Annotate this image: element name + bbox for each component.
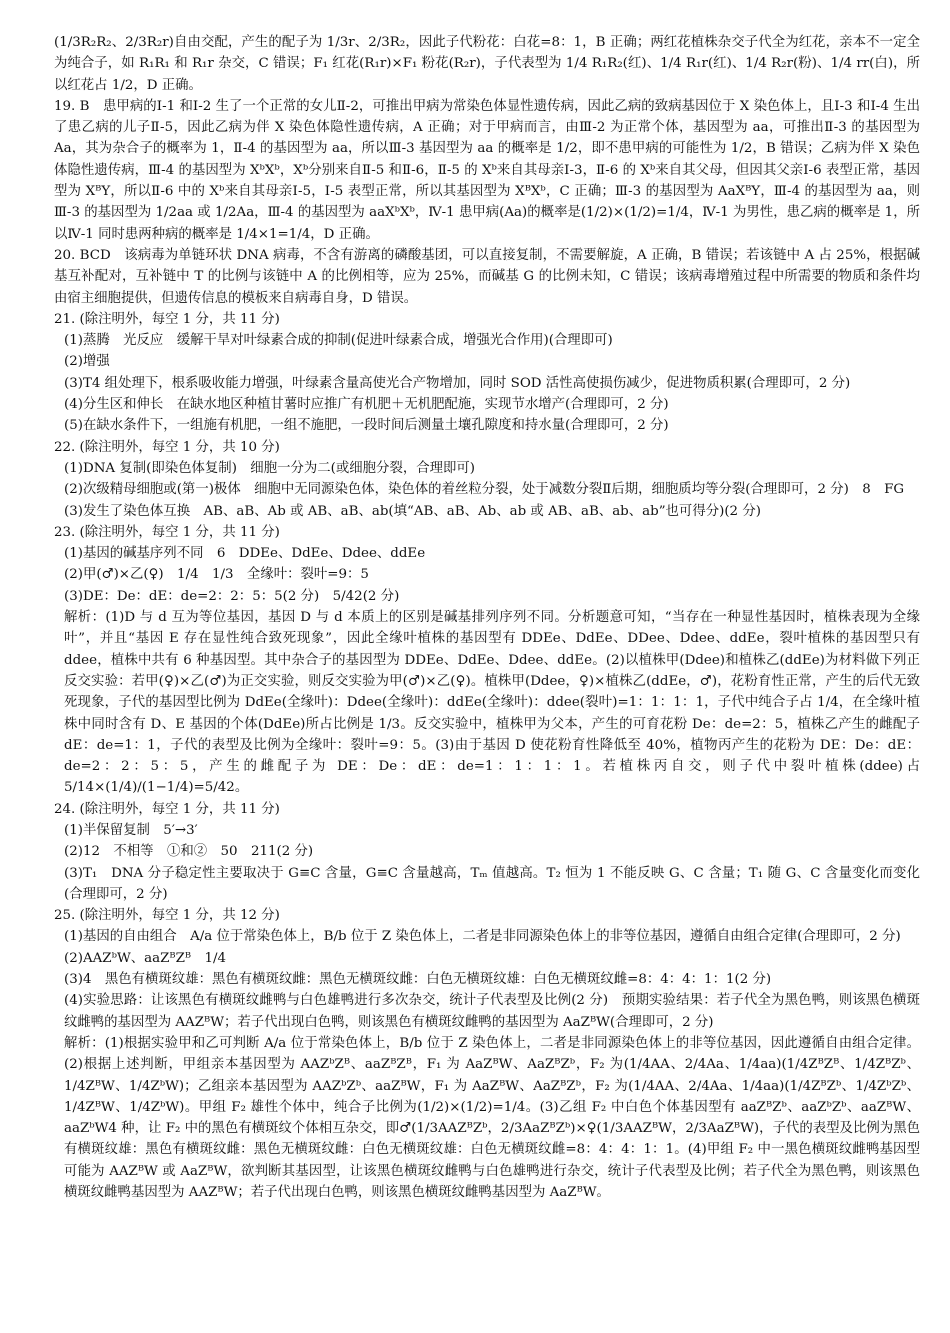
answer-23-1: (1)基因的碱基序列不同 6 DDEe、DdEe、Ddee、ddEe <box>64 546 426 562</box>
answer-23-3: (3)DE：De：dE：de=2：2：5：5(2 分) 5/42(2 分) <box>64 588 400 604</box>
answer-21-5: (5)在缺水条件下，一组施有机肥，一组不施肥，一段时间后测量土壤孔隙度和持水量(合理即可，2 分) <box>64 418 669 434</box>
answer-21-3: (3)T4 组处理下，根系吸收能力增强，叶绿素含量高使光合产物增加，同时 SOD 活性高使损伤减少，促进物质积累(合理即可，2 分) <box>64 375 851 391</box>
answer-24-header: 24. (除注明外，每空 1 分，共 11 分) <box>54 801 280 817</box>
answer-22-1: (1)DNA 复制(即染色体复制) 细胞一分为二(或细胞分裂，合理即可) <box>64 460 476 476</box>
answer-document <box>54 32 920 1203</box>
answer-19: 19. B 患甲病的Ⅰ-1 和Ⅰ-2 生了一个正常的女儿Ⅱ-2，可推出甲病为常染色体显性遗传病，因此乙病的致病基因位于 X 染色体上，且Ⅰ-3 和Ⅰ-4 生出了患乙病的儿子Ⅱ-5，因此乙病为伴 X 染色体隐性遗传病，A 正确；对于甲病而言，由Ⅲ-2 为正常个体，基因型为 aa，可推出Ⅱ-3 的基因型为 Aa，其为杂合子的概率为 1，Ⅱ-4 的基因型为 aa，所以Ⅲ-3 基因型为 aa 的概率是 1/2，即不患甲病的可能性为 1/2，B 错误；乙病为伴 X 染色体隐性遗传病，Ⅲ-4 的基因型为 XᵇXᵇ，Xᵇ分别来自Ⅱ-5 和Ⅱ-6，Ⅱ-5 的 Xᵇ来自其母亲Ⅰ-3，Ⅱ-6 的 Xᵇ来自其父母，但因其父亲Ⅰ-6 表型正常，基因型为 XᴮY，所以Ⅱ-6 中的 Xᵇ来自其母亲Ⅰ-5，Ⅰ-5 表型正常，所以其基因型为 XᴮXᵇ，C 正确；Ⅲ-3 的基因型为 AaXᴮY，Ⅲ-4 的基因型为 aa，则Ⅲ-3 的基因型为 1/2aa 或 1/2Aa，Ⅲ-4 的基因型为 aaXᵇXᵇ，Ⅳ-1 患甲病(Aa)的概率是(1/2)×(1/2)=1/4，Ⅳ-1 为男性，患乙病的概率是 1，所以Ⅳ-1 同时患两种病的概率是 1/4×1=1/4，D 正确。 <box>54 98 920 242</box>
paragraph-18-cont: (1/3R₂R₂、2/3R₂r)自由交配，产生的配子为 1/3r、2/3R₂，因此子代粉花：白花=8：1，B 正确；两红花植株杂交子代全为红花，亲本不一定全为纯合子，如 R₁R₁ 和 R₁r 杂交，C 错误；F₁ 红花(R₁r)×F₁ 粉花(R₂r)，子代表型为 1/4 R₁R₂(红)、1/4 R₁r(红)、1/4 R₂r(粉)、1/4 rr(白)，所以红花占 1/2，D 正确。 <box>54 35 920 93</box>
answer-23-2: (2)甲(♂)×乙(♀) 1/4 1/3 全缘叶：裂叶=9：5 <box>64 567 369 583</box>
answer-21-2: (2)增强 <box>64 354 110 370</box>
answer-25-4: (4)实验思路：让该黑色有横斑纹雌鸭与白色雄鸭进行多次杂交，统计子代表型及比例(2 分) 预期实验结果：若子代全为黑色鸭，则该黑色横斑纹雌鸭的基因型为 AAZᴮW；若子代出现白色鸭，则该黑色有横斑纹雌鸭的基因型为 AaZᴮW(合理即可，2 分) <box>64 993 920 1030</box>
answer-24-2: (2)12 不相等 ①和② 50 211(2 分) <box>64 844 314 860</box>
answer-25-2: (2)AAZᵇW、aaZᴮZᴮ 1/4 <box>64 950 227 966</box>
answer-22-2: (2)次级精母细胞或(第一)极体 细胞中无同源染色体，染色体的着丝粒分裂，处于减数分裂Ⅱ后期，细胞质均等分裂(合理即可，2 分) 8 FG <box>64 482 905 498</box>
answer-23-header: 23. (除注明外，每空 1 分，共 11 分) <box>54 524 280 540</box>
answer-22-header: 22. (除注明外，每空 1 分，共 10 分) <box>54 439 280 455</box>
answer-23-analysis: 解析：(1)D 与 d 互为等位基因，基因 D 与 d 本质上的区别是碱基排列序列不同。分析题意可知，“当存在一种显性基因时，植株表现为全缘叶”，并且“基因 E 存在显性纯合致死现象”，因此全缘叶植株的基因型有 DDEe、DdEe、DDee、Ddee、ddEe，裂叶植株的基因型只有 ddee，植株中共有 6 种基因型。其中杂合子的基因型为 DDEe、DdEe、Ddee、ddEe。(2)以植株甲(Ddee)和植株乙(ddEe)为材料做下列正反交实验：若甲(♀)×乙(♂)为正交实验，则反交实验为甲(♂)×乙(♀)。植株甲(Ddee，♀)×植株乙(ddEe，♂)，花粉育性正常，产生的后代无致死现象，子代的基因型比例为 DdEe(全缘叶)：Ddee(全缘叶)：ddEe(全缘叶)：ddee(裂叶)=1：1：1：1，子代中纯合子占 1/4，在全缘叶植株中同时含有 D、E 基因的个体(DdEe)所占比例是 1/3。反交实验中，植株甲为父本，产生的可育花粉 De：de=2：5，植株乙产生的雌配子 dE：de=1：1，子代的表型及比例为全缘叶：裂叶=9：5。(3)由于基因 D 使花粉育性降低至 40%，植物丙产生的花粉为 DE：De：dE：de=2：2：5：5，产生的雌配子为 DE：De：dE：de=1：1：1：1。若植株丙自交，则子代中裂叶植株(ddee)占 5/14×(1/4)/(1−1/4)=5/42。 <box>64 610 920 796</box>
answer-24-1: (1)半保留复制 5′→3′ <box>64 822 198 838</box>
answer-25-3: (3)4 黑色有横斑纹雄：黑色有横斑纹雌：黑色无横斑纹雌：白色无横斑纹雄：白色无横斑纹雌=8：4：4：1：1(2 分) <box>64 972 772 988</box>
answer-21-4: (4)分生区和伸长 在缺水地区种植甘薯时应推广有机肥＋无机肥配施，实现节水增产(合理即可，2 分) <box>64 397 669 413</box>
answer-25-1: (1)基因的自由组合 A/a 位于常染色体上，B/b 位于 Z 染色体上，二者是非同源染色体上的非等位基因，遵循自由组合定律(合理即可，2 分) <box>64 929 901 945</box>
answer-25-header: 25. (除注明外，每空 1 分，共 12 分) <box>54 908 280 924</box>
answer-20: 20. BCD 该病毒为单链环状 DNA 病毒，不含有游离的磷酸基团，可以直接复制，不需要解旋，A 正确，B 错误；若该链中 A 占 25%，根据碱基互补配对，互补链中 T 的比例与该链中 A 的比例相等，应为 25%，而碱基 G 的比例未知，C 错误；该病毒增殖过程中所需要的物质和条件均由宿主细胞提供，但遗传信息的模板来自病毒自身，D 错误。 <box>54 247 920 306</box>
answer-24-3: (3)T₁ DNA 分子稳定性主要取决于 G≡C 含量，G≡C 含量越高，Tₘ 值越高。T₂ 恒为 1 不能反映 G、C 含量；T₁ 随 G、C 含量变化而变化(合理即可，2 分) <box>64 865 920 902</box>
answer-22-3: (3)发生了染色体互换 AB、aB、Ab 或 AB、aB、ab(填“AB、aB、Ab、ab 或 AB、aB、ab、ab”也可得分)(2 分) <box>64 503 761 519</box>
answer-21-1: (1)蒸腾 光反应 缓解干旱对叶绿素合成的抑制(促进叶绿素合成，增强光合作用)(合理即可) <box>64 333 613 349</box>
answer-21-header: 21. (除注明外，每空 1 分，共 11 分) <box>54 311 280 327</box>
answer-25-analysis: 解析：(1)根据实验甲和乙可判断 A/a 位于常染色体上，B/b 位于 Z 染色体上，二者是非同源染色体上的非等位基因，因此遵循自由组合定律。(2)根据上述判断，甲组亲本基因型为 AAZᵇZᴮ、aaZᴮZᴮ，F₁ 为 AaZᴮW、AaZᴮZᵇ，F₂ 为(1/4AA、2/4Aa、1/4aa)(1/4ZᴮZᴮ、1/4ZᴮZᵇ、1/4ZᴮW、1/4ZᵇW)；乙组亲本基因型为 AAZᵇZᵇ、aaZᴮW，F₁ 为 AaZᴮW、AaZᴮZᵇ，F₂ 为(1/4AA、2/4Aa、1/4aa)(1/4ZᴮZᵇ、1/4ZᵇZᵇ、1/4ZᴮW、1/4ZᵇW)。甲组 F₂ 雄性个体中，纯合子比例为(1/2)×(1/2)=1/4。(3)乙组 F₂ 中白色个体基因型有 aaZᴮZᵇ、aaZᵇZᵇ、aaZᴮW、aaZᵇW4 种，让 F₂ 中的黑色有横斑纹个体相互杂交，即♂(1/3AAZᴮZᵇ，2/3AaZᴮZᵇ)×♀(1/3AAZᴮW，2/3AaZᴮW)，子代的表型及比例为黑色有横斑纹雄：黑色有横斑纹雌：黑色无横斑纹雌：白色无横斑纹雄：白色无横斑纹雌=8：4：4：1：1。(4)甲组 F₂ 中一黑色横斑纹雌鸭基因型可能为 AAZᴮW 或 AaZᴮW，欲判断其基因型，让该黑色横斑纹雌鸭与白色雄鸭进行杂交，统计子代表型及比例；若子代全为黑色鸭，则该黑色横斑纹雌鸭基因型为 AAZᴮW；若子代出现白色鸭，则该黑色横斑纹雌鸭基因型为 AaZᴮW。 <box>64 1035 920 1201</box>
